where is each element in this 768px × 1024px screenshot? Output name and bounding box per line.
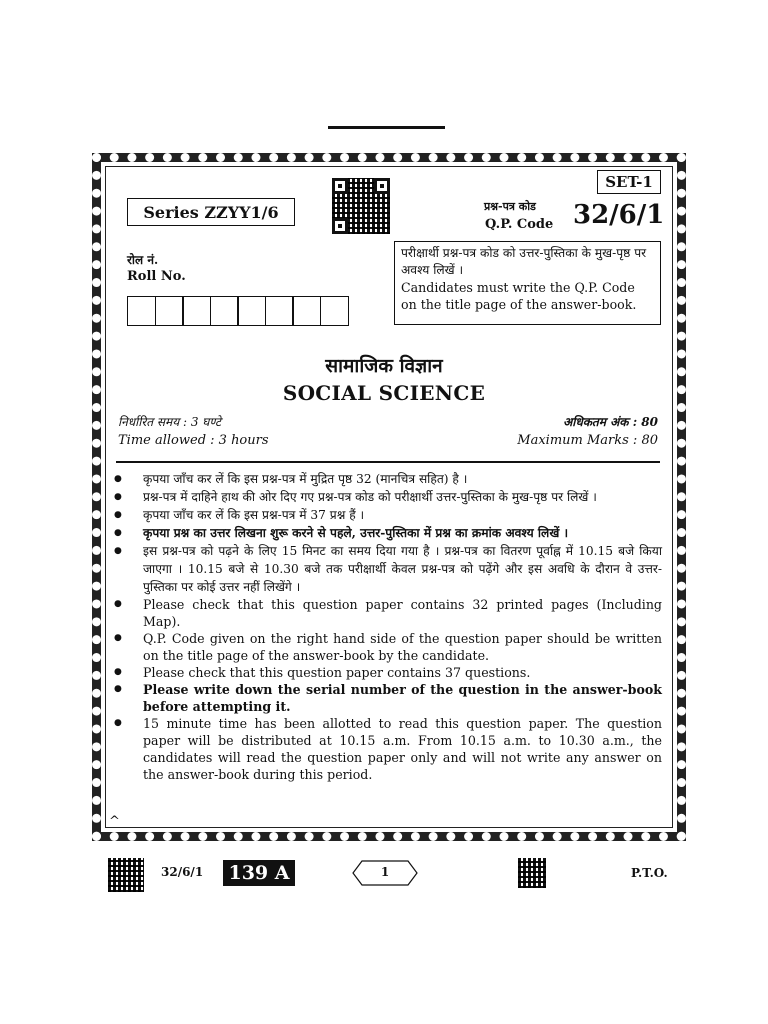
instructions-list bbox=[114, 470, 662, 783]
time-allowed-hindi: निर्धारित समय : 3 घण्टे bbox=[118, 415, 222, 429]
page-number-badge bbox=[352, 860, 418, 886]
instruction-item: ● Q.P. Code given on the right hand side of the question paper should be written on the title page of the answer-book by the candidate. bbox=[114, 630, 662, 664]
barcode-icon bbox=[108, 858, 144, 892]
candidate-note-hindi: परीक्षार्थी प्रश्न-पत्र कोड को उत्तर-पुस्तिका के मुख-पृष्ठ पर अवश्य लिखें । bbox=[401, 246, 647, 277]
qr-code-icon bbox=[332, 178, 390, 234]
section-divider bbox=[116, 461, 660, 463]
roll-no-boxes[interactable] bbox=[127, 296, 347, 326]
series-box: Series ZZYY1/6 bbox=[127, 198, 295, 226]
roll-no-box[interactable] bbox=[127, 296, 156, 326]
max-marks-hindi: अधिकतम अंक : 80 bbox=[563, 415, 658, 429]
candidate-note-box bbox=[394, 241, 661, 325]
roll-no-box[interactable] bbox=[155, 296, 184, 326]
instruction-item: ● Please write down the serial number of the question in the answer-book before attempting it. bbox=[114, 681, 662, 715]
set-badge: SET-1 bbox=[597, 170, 661, 194]
subject-title: SOCIAL SCIENCE bbox=[282, 381, 486, 405]
time-allowed: Time allowed : 3 hours bbox=[118, 433, 269, 448]
page-number: 1 bbox=[380, 865, 390, 879]
instruction-item: ● 15 minute time has been allotted to read this question paper. The question paper will be distributed at 10.15 a.m. From 10.15 a.m. to 10.30 a.m., the candidates will read the question paper only and will not write any answer on the answer-book during this period. bbox=[114, 715, 662, 783]
instruction-item: ● कृपया प्रश्न का उत्तर लिखना शुरू करने से पहले, उत्तर-पुस्तिका में प्रश्न का क्रमांक अवश्य लिखें । bbox=[114, 524, 662, 542]
roll-no-box[interactable] bbox=[182, 296, 211, 326]
top-rule bbox=[328, 126, 445, 129]
footer-badge: 139 A bbox=[223, 860, 295, 886]
subject-title-hindi: सामाजिक विज्ञान bbox=[325, 355, 443, 377]
qp-code-value: 32/6/1 bbox=[573, 200, 665, 230]
caret-mark: ^ bbox=[109, 814, 120, 829]
roll-no-box[interactable] bbox=[320, 296, 349, 326]
footer-qp-code: 32/6/1 bbox=[161, 865, 204, 879]
max-marks: Maximum Marks : 80 bbox=[517, 433, 658, 448]
roll-no-label-hindi: रोल नं. bbox=[127, 253, 159, 267]
roll-no-box[interactable] bbox=[210, 296, 239, 326]
candidate-note-english: Candidates must write the Q.P. Code on the title page of the answer-book. bbox=[401, 280, 637, 312]
instruction-item: ● प्रश्न-पत्र में दाहिने हाथ की ओर दिए गए प्रश्न-पत्र कोड को परीक्षार्थी उत्तर-पुस्तिका के मुख-पृष्ठ पर लिखें । bbox=[114, 488, 662, 506]
instruction-item: ● कृपया जाँच कर लें कि इस प्रश्न-पत्र में 37 प्रश्न हैं । bbox=[114, 506, 662, 524]
roll-no-box[interactable] bbox=[292, 296, 321, 326]
roll-no-box[interactable] bbox=[265, 296, 294, 326]
instruction-item: ● कृपया जाँच कर लें कि इस प्रश्न-पत्र में मुद्रित पृष्ठ 32 (मानचित्र सहित) है । bbox=[114, 470, 662, 488]
qp-code-label-hindi: प्रश्न-पत्र कोड bbox=[484, 200, 536, 213]
qp-code-label: Q.P. Code bbox=[485, 217, 554, 232]
instruction-item: ● Please check that this question paper contains 37 questions. bbox=[114, 664, 662, 681]
qr-code-small-icon bbox=[518, 858, 546, 888]
pto-label: P.T.O. bbox=[631, 866, 668, 880]
instruction-item: ● इस प्रश्न-पत्र को पढ़ने के लिए 15 मिनट का समय दिया गया है । प्रश्न-पत्र का वितरण पूर्वाह्न में 10.15 बजे किया जाएगा । 10.15 बजे से 10.30 बजे तक परीक्षार्थी केवल प्रश्न-पत्र को पढ़ेंगे और इस अवधि के दौरान वे उत्तर-पुस्तिका पर कोई उत्तर नहीं लिखेंगे । bbox=[114, 542, 662, 596]
roll-no-label: Roll No. bbox=[127, 269, 186, 284]
instruction-item: ● Please check that this question paper contains 32 printed pages (Including Map). bbox=[114, 596, 662, 630]
roll-no-box[interactable] bbox=[237, 296, 266, 326]
